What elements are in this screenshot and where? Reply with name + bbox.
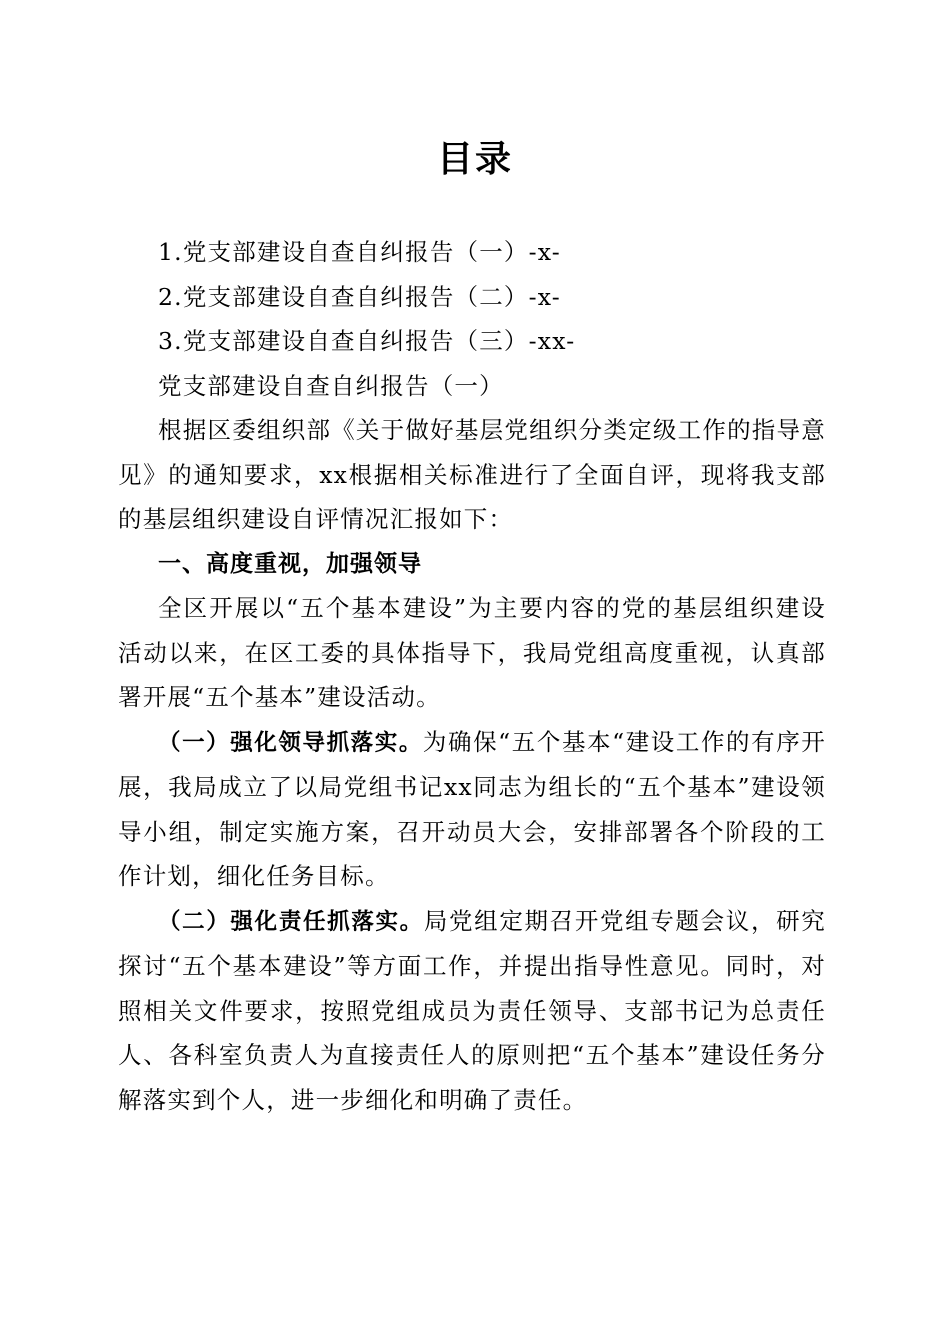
report-title: 党支部建设自查自纠报告（一） xyxy=(158,371,504,400)
subsection2-paragraph xyxy=(118,899,826,1123)
subsection2-lead: （二）强化责任抓落实。 xyxy=(158,908,424,935)
page-title: 目录 xyxy=(436,139,513,180)
subsection1-lead: （一）强化领导抓落实。 xyxy=(158,729,423,756)
subsection1-paragraph xyxy=(118,720,826,899)
section1-paragraph: 全区开展以“五个基本建设”为主要内容的党的基层组织建设活动以来，在区工委的具体指导下，我局党组高度重视，认真部署开展“五个基本”建设活动。 xyxy=(118,594,826,711)
toc-item-2: 2.党支部建设自查自纠报告（二）-x- xyxy=(158,282,561,311)
intro-paragraph: 根据区委组织部《关于做好基层党组织分类定级工作的指导意见》的通知要求，xx根据相关标准进行了全面自评，现将我支部的基层组织建设自评情况汇报如下： xyxy=(118,416,826,533)
document-body xyxy=(118,230,826,1122)
subsection1-text: 为确保“五个基本“建设工作的有序开展，我局成立了以局党组书记xx同志为组长的“五个基本”建设领导小组，制定实施方案，召开动员大会，安排部署各个阶段的工作计划，细化任务目标。 xyxy=(118,727,826,890)
section-heading-1: 一、高度重视，加强领导 xyxy=(158,550,422,577)
toc-item-1: 1.党支部建设自查自纠报告（一）-x- xyxy=(158,238,561,266)
toc-item-3: 3.党支部建设自查自纠报告（三）-xx- xyxy=(158,327,576,355)
subsection2-text: 局党组定期召开党组专题会议，研究探讨“五个基本建设”等方面工作，并提出指导性意见。同时，对照相关文件要求，按照党组成员为责任领导、支部书记为总责任人、各科室负责人为直接责任人的原则把“五个基本”建设任务分解落实到个人，进一步细化和明确了责任。 xyxy=(118,906,827,1114)
